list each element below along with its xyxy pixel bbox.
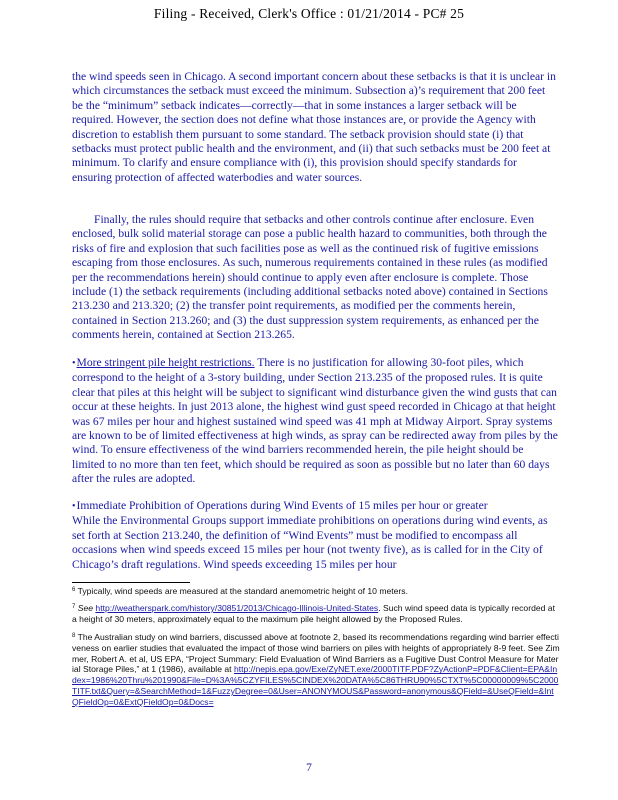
footnote-6 bbox=[72, 585, 560, 597]
footnote-8 bbox=[72, 631, 560, 708]
bullet-icon: • bbox=[72, 358, 76, 369]
paragraph-enclosure-controls: Finally, the rules should require that setbacks and other controls continue after enclosure. Even enclosed, bulk solid material storage can pose a public health hazard to communities, both through the risks of fire and explosion that such facilities pose as well as the continued risk of fugitive emissions escaping from those enclosures. As such, numerous requirements contained in these rules (as modified per the recommendations herein) should continue to apply even after enclosure is complete. Those include (1) the setback requirements (including additional setbacks noted above) contained in Sections 213.230 and 213.320; (2) the transfer point requirements, as modified per the comments herein, contained in Section 213.260; and (3) the dust suppression system requirements, as enhanced per the comments herein, contained at Section 213.265. bbox=[72, 213, 548, 342]
footnote-7-link[interactable]: http://weatherspark.com/history/30851/2013/Chicago-Illinois-United-States bbox=[95, 603, 379, 613]
wind-events-body: While the Environmental Groups support immediate prohibitions on operations during wind events, as set forth at Section 213.240, the definition of “Wind Events” must be modified to encompass all occasions when wind speeds exceed 15 miles per hour (not twenty five), as is called for in the City of Chicago’s draft regulations. Wind speeds exceeding 15 miles per hour bbox=[72, 514, 548, 571]
footnote-8-text: The Australian study on wind barriers, discussed above at footnote 2, based its recommendations regarding wind barrier effectiveness on earlier studies that evaluated the impact of those wind barriers on piles with heights of appropriately 8-9 feet. See Zimmer, Robert A. et al, US EPA, “Project Summary: Field Evaluation of Wind Barriers as a Fugitive Dust Control Measure for Material Storage Piles,” at 1 (1986), available at bbox=[72, 632, 560, 675]
filing-header: Filing - Received, Clerk's Office : 01/21/2014 - PC# 25 bbox=[153, 6, 465, 21]
footnote-8-number: 8 bbox=[72, 633, 76, 639]
footnote-7-see: See bbox=[75, 603, 96, 613]
footnote-7 bbox=[72, 602, 560, 625]
footnote-7-number: 7 bbox=[72, 604, 76, 610]
pile-height-heading: More stringent pile height restrictions. bbox=[76, 356, 255, 369]
paragraph-wind-events bbox=[72, 499, 558, 572]
footnote-8-link[interactable]: http://nepis.epa.gov/Exe/ZyNET.exe/2000TITF.PDF?ZyActionP=PDF&Client=EPA&Index=1986%20Thru%201990&File=D%3A%5CZYFILES%5CINDEX%20DATA%5C86THRU90%5CTXT%5C00000009%5C2000TITF.txt&Query=&SearchMethod=1&FuzzyDegree=0&User=ANONYMOUS&Password=anonymous&QField=&UseQField=&IntQFieldOp=0&ExtQFieldOp=0&Docs= bbox=[72, 664, 559, 707]
page-number: 7 bbox=[306, 762, 312, 774]
paragraph-setback-concerns: the wind speeds seen in Chicago. A second important concern about these setbacks is that it is unclear in which circumstances the setback must exceed the minimum. Subsection a)’s requirement that 200 feet be the “minimum” setback indicates—correctly—that in some instances a larger setback will be required. However, the section does not define what those instances are, or provide the Agency with discretion to establish them pursuant to some standard. The setback provision should state (i) that setbacks must protect public health and the environment, and (ii) that such setbacks must be 200 feet at minimum. To clarify and ensure compliance with (i), this provision should specify standards for ensuring protection of affected waterbodies and water sources. bbox=[72, 70, 556, 184]
bullet-icon: • bbox=[72, 501, 76, 512]
footnote-divider bbox=[72, 582, 190, 583]
footnote-6-text: Typically, wind speeds are measured at the standard anemometric height of 10 meters. bbox=[75, 586, 408, 596]
footnote-6-number: 6 bbox=[72, 587, 76, 593]
paragraph-pile-height bbox=[72, 356, 558, 487]
footnote-7-text: . Such wind speed data is typically recorded at a height of 30 meters, approximately equal to the maximum pile height allowed by the Proposed Rules. bbox=[72, 603, 555, 624]
wind-events-heading: Immediate Prohibition of Operations during Wind Events of 15 miles per hour or greater bbox=[76, 499, 488, 512]
pile-height-body: There is no justification for allowing 30-foot piles, which correspond to the height of a 3-story building, under Section 213.235 of the proposed rules. It is quite clear that piles at this height will be subject to significant wind disturbance given the wind gusts that can occur at these heights. In just 2013 alone, the highest wind gust speed recorded in Chicago at that height was 67 miles per hour and highest sustained wind speed was 41 mph at Midway Airport. Spray systems are known to be of limited effectiveness at high winds, as spray can be redirected away from piles by the wind. To ensure effectiveness of the wind barriers recommended herein, the pile height should be limited to no more than ten feet, which should be required as soon as possible but no later than 60 days after the rules are adopted. bbox=[72, 356, 558, 486]
